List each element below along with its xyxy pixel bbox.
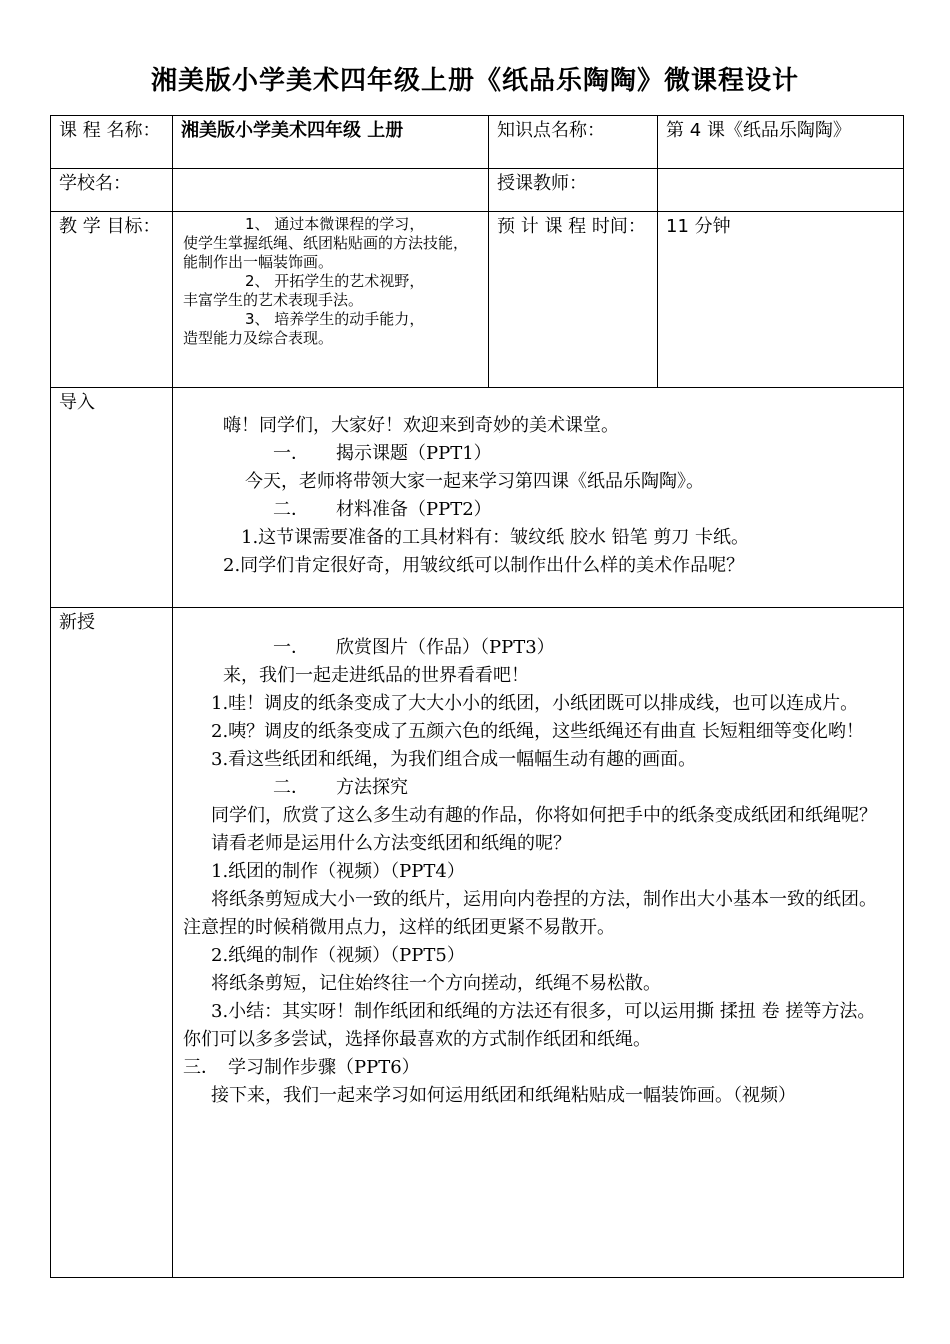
goal-line: 丰富学生的艺术表现手法。 bbox=[183, 291, 364, 309]
new-lesson-label: 新授 bbox=[59, 612, 95, 633]
course-design-table bbox=[50, 115, 904, 1278]
lesson-line: 2.纸绳的制作（视频）（PPT5） bbox=[211, 945, 465, 966]
intro-line: 一． 揭示课题（PPT1） bbox=[273, 443, 492, 464]
teacher-value bbox=[658, 169, 903, 173]
lesson-line: 1.纸团的制作（视频）（PPT4） bbox=[211, 861, 465, 882]
lesson-line: 同学们，欣赏了这么多生动有趣的作品，你将如何把手中的纸条变成纸团和纸绳呢？ bbox=[211, 805, 877, 826]
goal-line: 3、 培养学生的动手能力， bbox=[245, 310, 425, 328]
lesson-line: 2.咦？调皮的纸条变成了五颜六色的纸绳，这些纸绳还有曲直 长短粗细等变化哟！ bbox=[211, 721, 864, 742]
lesson-line: 3.看这些纸团和纸绳，为我们组合成一幅幅生动有趣的画面。 bbox=[211, 749, 697, 770]
intro-line: 2.同学们肯定很好奇，用皱纹纸可以制作出什么样的美术作品呢？ bbox=[223, 555, 745, 576]
course-name-value: 湘美版小学美术四年级 上册 bbox=[181, 120, 404, 141]
knowledge-point-value: 第 4 课《纸品乐陶陶》 bbox=[666, 120, 851, 141]
knowledge-point-label: 知识点名称： bbox=[497, 120, 605, 141]
lesson-line: 1.哇！调皮的纸条变成了大大小小的纸团，小纸团既可以排成线，也可以连成片。 bbox=[211, 693, 859, 714]
goal-row bbox=[51, 212, 904, 388]
lesson-line: 三． 学习制作步骤（PPT6） bbox=[183, 1057, 420, 1078]
school-row bbox=[51, 169, 904, 212]
lesson-line: 一． 欣赏图片（作品）（PPT3） bbox=[273, 637, 555, 658]
lesson-line: 接下来，我们一起来学习如何运用纸团和纸绳粘贴成一幅装饰画。（视频） bbox=[211, 1085, 796, 1106]
lesson-line: 来，我们一起走进纸品的世界看看吧！ bbox=[223, 665, 529, 686]
goal-line: 造型能力及综合表现。 bbox=[183, 329, 334, 347]
goal-line: 2、 开拓学生的艺术视野， bbox=[245, 272, 425, 290]
goal-line: 使学生掌握纸绳、纸团粘贴画的方法技能，能制作出一幅装饰画。 bbox=[183, 234, 469, 271]
intro-content bbox=[173, 388, 903, 580]
document-title: 湘美版小学美术四年级上册《纸品乐陶陶》微课程设计 bbox=[150, 66, 799, 96]
estimated-time-value: 11 分钟 bbox=[666, 216, 731, 237]
intro-line: 嗨！同学们，大家好！欢迎来到奇妙的美术课堂。 bbox=[223, 415, 619, 436]
estimated-time-label: 预 计 课 程 时间： bbox=[497, 216, 646, 237]
goal-line: 1、 通过本微课程的学习， bbox=[245, 215, 425, 233]
lesson-line: 将纸条剪短成大小一致的纸片，运用向内卷捏的方法，制作出大小基本一致的纸团。注意捏的时候稍微用点力，这样的纸团更紧不易散开。 bbox=[183, 889, 877, 938]
school-value bbox=[173, 169, 488, 173]
intro-line: 二． 材料准备（PPT2） bbox=[273, 499, 492, 520]
lesson-line: 二． 方法探究 bbox=[273, 777, 408, 798]
lesson-line: 3.小结：其实呀！制作纸团和纸绳的方法还有很多，可以运用撕 揉扭 卷 搓等方法。你们可以多多尝试，选择你最喜欢的方式制作纸团和纸绳。 bbox=[183, 1001, 876, 1050]
teaching-goal-label: 教 学 目标： bbox=[59, 216, 161, 237]
teacher-label: 授课教师： bbox=[497, 173, 587, 194]
course-row bbox=[51, 116, 904, 169]
course-name-label: 课 程 名称： bbox=[59, 120, 161, 141]
lesson-line: 将纸条剪短，记住始终往一个方向搓动，纸绳不易松散。 bbox=[211, 973, 661, 994]
intro-label: 导入 bbox=[59, 392, 95, 413]
teaching-goals bbox=[173, 212, 488, 348]
intro-line: 今天，老师将带领大家一起来学习第四课《纸品乐陶陶》。 bbox=[245, 471, 704, 492]
new-lesson-row bbox=[51, 608, 904, 1278]
lesson-line: 请看老师是运用什么方法变纸团和纸绳的呢？ bbox=[211, 833, 571, 854]
intro-row bbox=[51, 388, 904, 608]
school-label: 学校名： bbox=[59, 173, 131, 194]
intro-line: 1.这节课需要准备的工具材料有：皱纹纸 胶水 铅笔 剪刀 卡纸。 bbox=[241, 527, 750, 548]
new-lesson-content bbox=[173, 608, 903, 1110]
